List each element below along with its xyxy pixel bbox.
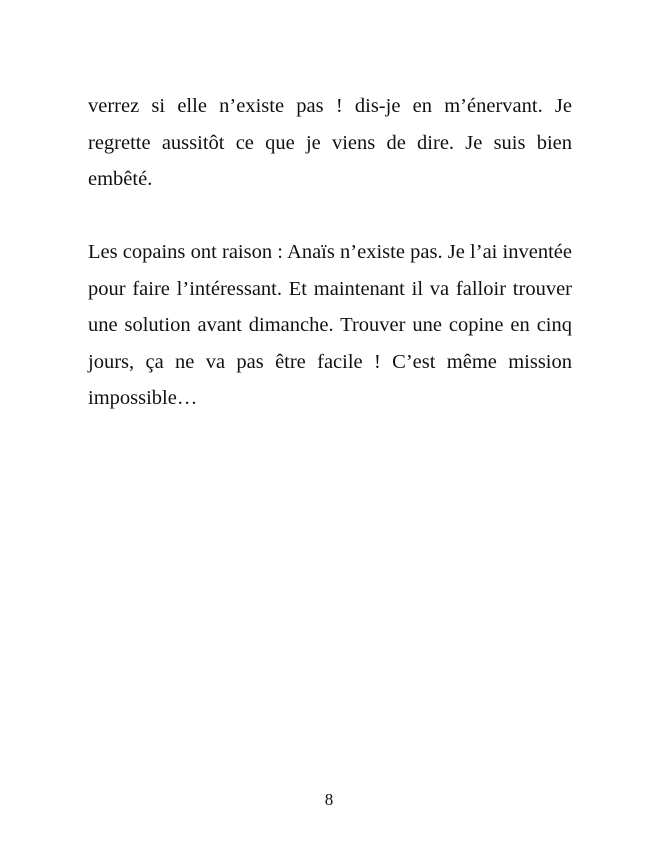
paragraph: verrez si elle n’existe pas ! dis-je en m’énervant. Je regrette aussitôt ce que je viens de dire. Je suis bien embêté. — [88, 95, 572, 190]
page-text-body — [88, 88, 572, 453]
paragraph: Les copains ont raison : Anaïs n’existe pas. Je l’ai inventée pour faire l’intéressant. Et maintenant il va falloir trouver une solution avant dimanche. Trouver une copine en cinq jours, ça ne va pas être facile ! C’est même mission impossible… — [88, 241, 572, 409]
page-number: 8 — [324, 790, 334, 809]
